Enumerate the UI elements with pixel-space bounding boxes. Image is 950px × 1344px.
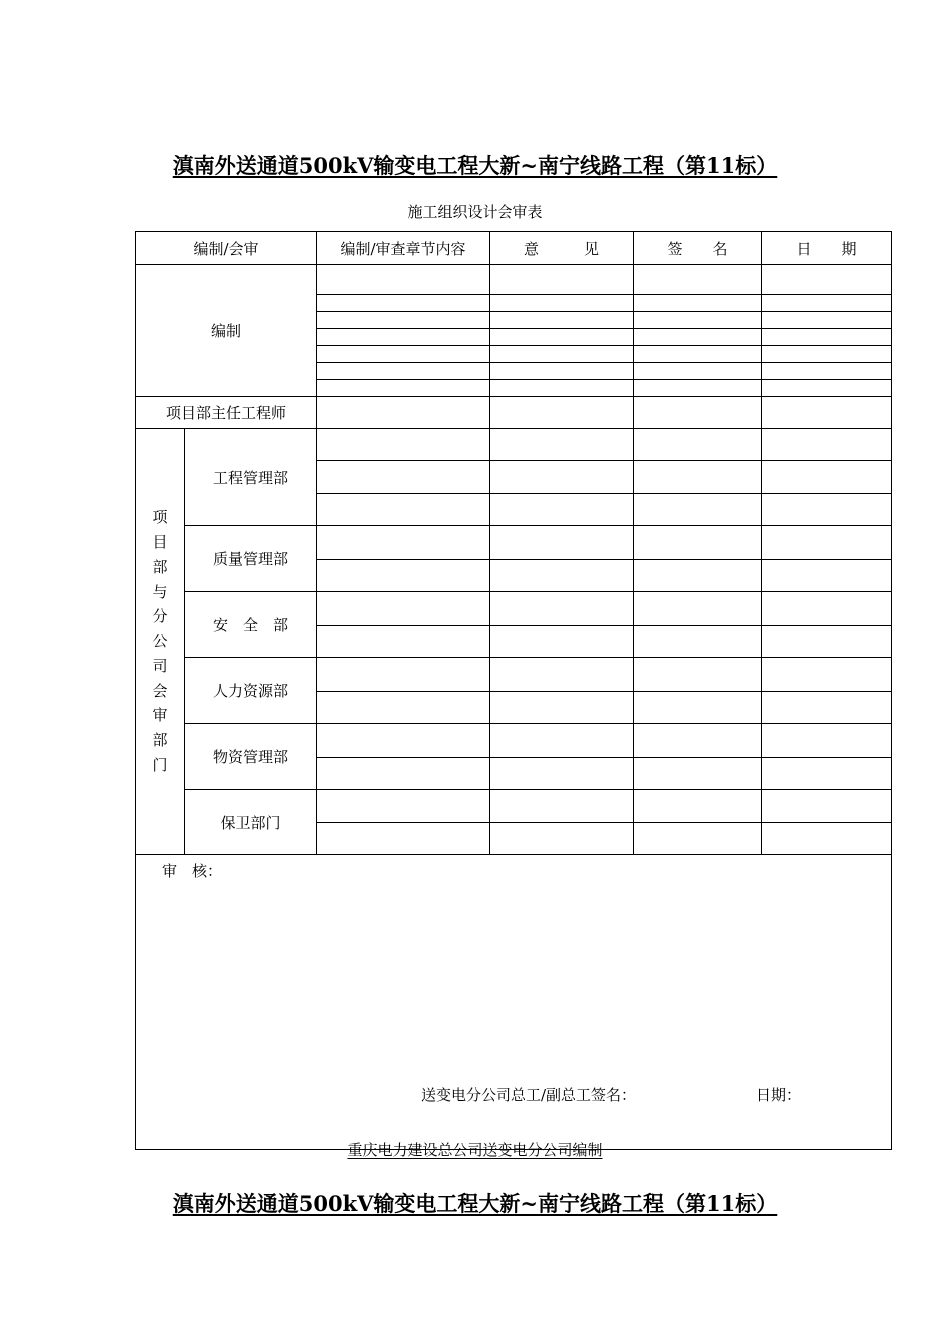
table-cell[interactable] [317, 265, 490, 295]
table-cell[interactable] [490, 626, 634, 658]
table-cell[interactable] [317, 692, 490, 724]
table-cell[interactable] [317, 380, 490, 397]
header-row [136, 232, 892, 265]
document-title: 滇南外送通道500kV输变电工程大新~南宁线路工程（第11标） [172, 153, 778, 178]
table-row [136, 790, 892, 823]
table-cell[interactable] [317, 429, 490, 461]
table-cell[interactable] [634, 658, 762, 692]
table-cell[interactable] [634, 526, 762, 560]
table-cell[interactable] [490, 363, 634, 380]
table-cell[interactable] [634, 494, 762, 526]
table-cell[interactable] [634, 312, 762, 329]
table-cell[interactable] [762, 312, 892, 329]
table-row [136, 429, 892, 461]
dept-safety: 安 全 部 [185, 592, 317, 658]
table-cell[interactable] [490, 724, 634, 758]
table-cell[interactable] [762, 295, 892, 312]
table-cell[interactable] [317, 626, 490, 658]
table-cell[interactable] [490, 526, 634, 560]
table-cell[interactable] [762, 658, 892, 692]
table-cell[interactable] [634, 592, 762, 626]
table-cell[interactable] [634, 329, 762, 346]
compile-label: 编制 [136, 265, 317, 397]
table-cell[interactable] [634, 724, 762, 758]
dept-security: 保卫部门 [185, 790, 317, 855]
table-cell[interactable] [634, 560, 762, 592]
table-cell[interactable] [490, 461, 634, 494]
table-cell[interactable] [317, 724, 490, 758]
table-cell[interactable] [317, 592, 490, 626]
table-row [136, 265, 892, 295]
table-cell[interactable] [762, 397, 892, 429]
dept-hr: 人力资源部 [185, 658, 317, 724]
table-cell[interactable] [762, 823, 892, 855]
table-cell[interactable] [762, 692, 892, 724]
review-date-label: 日期： [756, 1086, 802, 1104]
table-row [136, 724, 892, 758]
table-cell[interactable] [490, 346, 634, 363]
table-cell[interactable] [490, 312, 634, 329]
table-cell[interactable] [317, 758, 490, 790]
group-label-cell [136, 429, 185, 855]
table-cell[interactable] [490, 397, 634, 429]
table-row [136, 592, 892, 626]
table-cell[interactable] [634, 429, 762, 461]
table-cell[interactable] [762, 526, 892, 560]
table-cell[interactable] [762, 790, 892, 823]
chief-engineer-label: 项目部主任工程师 [136, 397, 317, 429]
review-signature-label: 送变电分公司总工/副总工签名： [421, 1086, 637, 1104]
table-cell[interactable] [317, 329, 490, 346]
header-signature: 签 名 [634, 232, 762, 265]
dept-quality: 质量管理部 [185, 526, 317, 592]
table-cell[interactable] [490, 592, 634, 626]
table-row [136, 526, 892, 560]
review-label: 审 核： [162, 862, 223, 880]
header-chapter-content: 编制/审查章节内容 [317, 232, 490, 265]
table-row [136, 397, 892, 429]
table-cell[interactable] [490, 494, 634, 526]
table-cell[interactable] [490, 823, 634, 855]
table-cell[interactable] [490, 265, 634, 295]
table-cell[interactable] [490, 560, 634, 592]
table-cell[interactable] [490, 790, 634, 823]
review-row [136, 855, 892, 1150]
table-cell[interactable] [317, 494, 490, 526]
table-cell[interactable] [317, 658, 490, 692]
table-cell[interactable] [634, 823, 762, 855]
table-cell[interactable] [317, 790, 490, 823]
table-row [136, 658, 892, 692]
table-cell[interactable] [762, 380, 892, 397]
table-cell[interactable] [317, 823, 490, 855]
dept-materials: 物资管理部 [185, 724, 317, 790]
table-cell[interactable] [634, 461, 762, 494]
table-cell[interactable] [490, 658, 634, 692]
table-cell[interactable] [762, 592, 892, 626]
table-cell[interactable] [634, 692, 762, 724]
table-cell[interactable] [490, 329, 634, 346]
group-label: 项目部与分公司会审部门 [152, 508, 168, 775]
table-cell[interactable] [762, 724, 892, 758]
table-cell[interactable] [490, 295, 634, 312]
table-cell[interactable] [762, 363, 892, 380]
table-cell[interactable] [634, 790, 762, 823]
table-cell[interactable] [634, 626, 762, 658]
table-cell[interactable] [317, 346, 490, 363]
table-cell[interactable] [634, 346, 762, 363]
table-cell[interactable] [762, 429, 892, 461]
table-cell[interactable] [762, 265, 892, 295]
table-cell[interactable] [634, 397, 762, 429]
table-cell[interactable] [317, 312, 490, 329]
header-opinion: 意 见 [490, 232, 634, 265]
compiled-by-note: 重庆电力建设总公司送变电分公司编制 [347, 1141, 603, 1159]
table-cell[interactable] [762, 560, 892, 592]
table-cell[interactable] [762, 329, 892, 346]
table-cell[interactable] [762, 494, 892, 526]
table-cell[interactable] [762, 346, 892, 363]
header-compile-review: 编制/会审 [136, 232, 317, 265]
table-cell[interactable] [634, 758, 762, 790]
form-subtitle: 施工组织设计会审表 [407, 203, 543, 221]
dept-engineering: 工程管理部 [185, 429, 317, 526]
table-cell[interactable] [317, 526, 490, 560]
table-cell[interactable] [490, 692, 634, 724]
table-cell[interactable] [634, 380, 762, 397]
table-cell[interactable] [317, 560, 490, 592]
table-cell[interactable] [317, 363, 490, 380]
review-box[interactable] [136, 855, 892, 1150]
review-table [135, 231, 892, 1150]
table-cell[interactable] [317, 397, 490, 429]
table-cell[interactable] [634, 363, 762, 380]
table-cell[interactable] [317, 295, 490, 312]
table-cell[interactable] [490, 380, 634, 397]
table-cell[interactable] [762, 626, 892, 658]
document-title-repeat: 滇南外送通道500kV输变电工程大新~南宁线路工程（第11标） [172, 1191, 778, 1216]
table-cell[interactable] [317, 461, 490, 494]
table-cell[interactable] [762, 461, 892, 494]
header-date: 日 期 [762, 232, 892, 265]
table-cell[interactable] [490, 758, 634, 790]
table-cell[interactable] [762, 758, 892, 790]
table-cell[interactable] [490, 429, 634, 461]
table-cell[interactable] [634, 265, 762, 295]
table-cell[interactable] [634, 295, 762, 312]
